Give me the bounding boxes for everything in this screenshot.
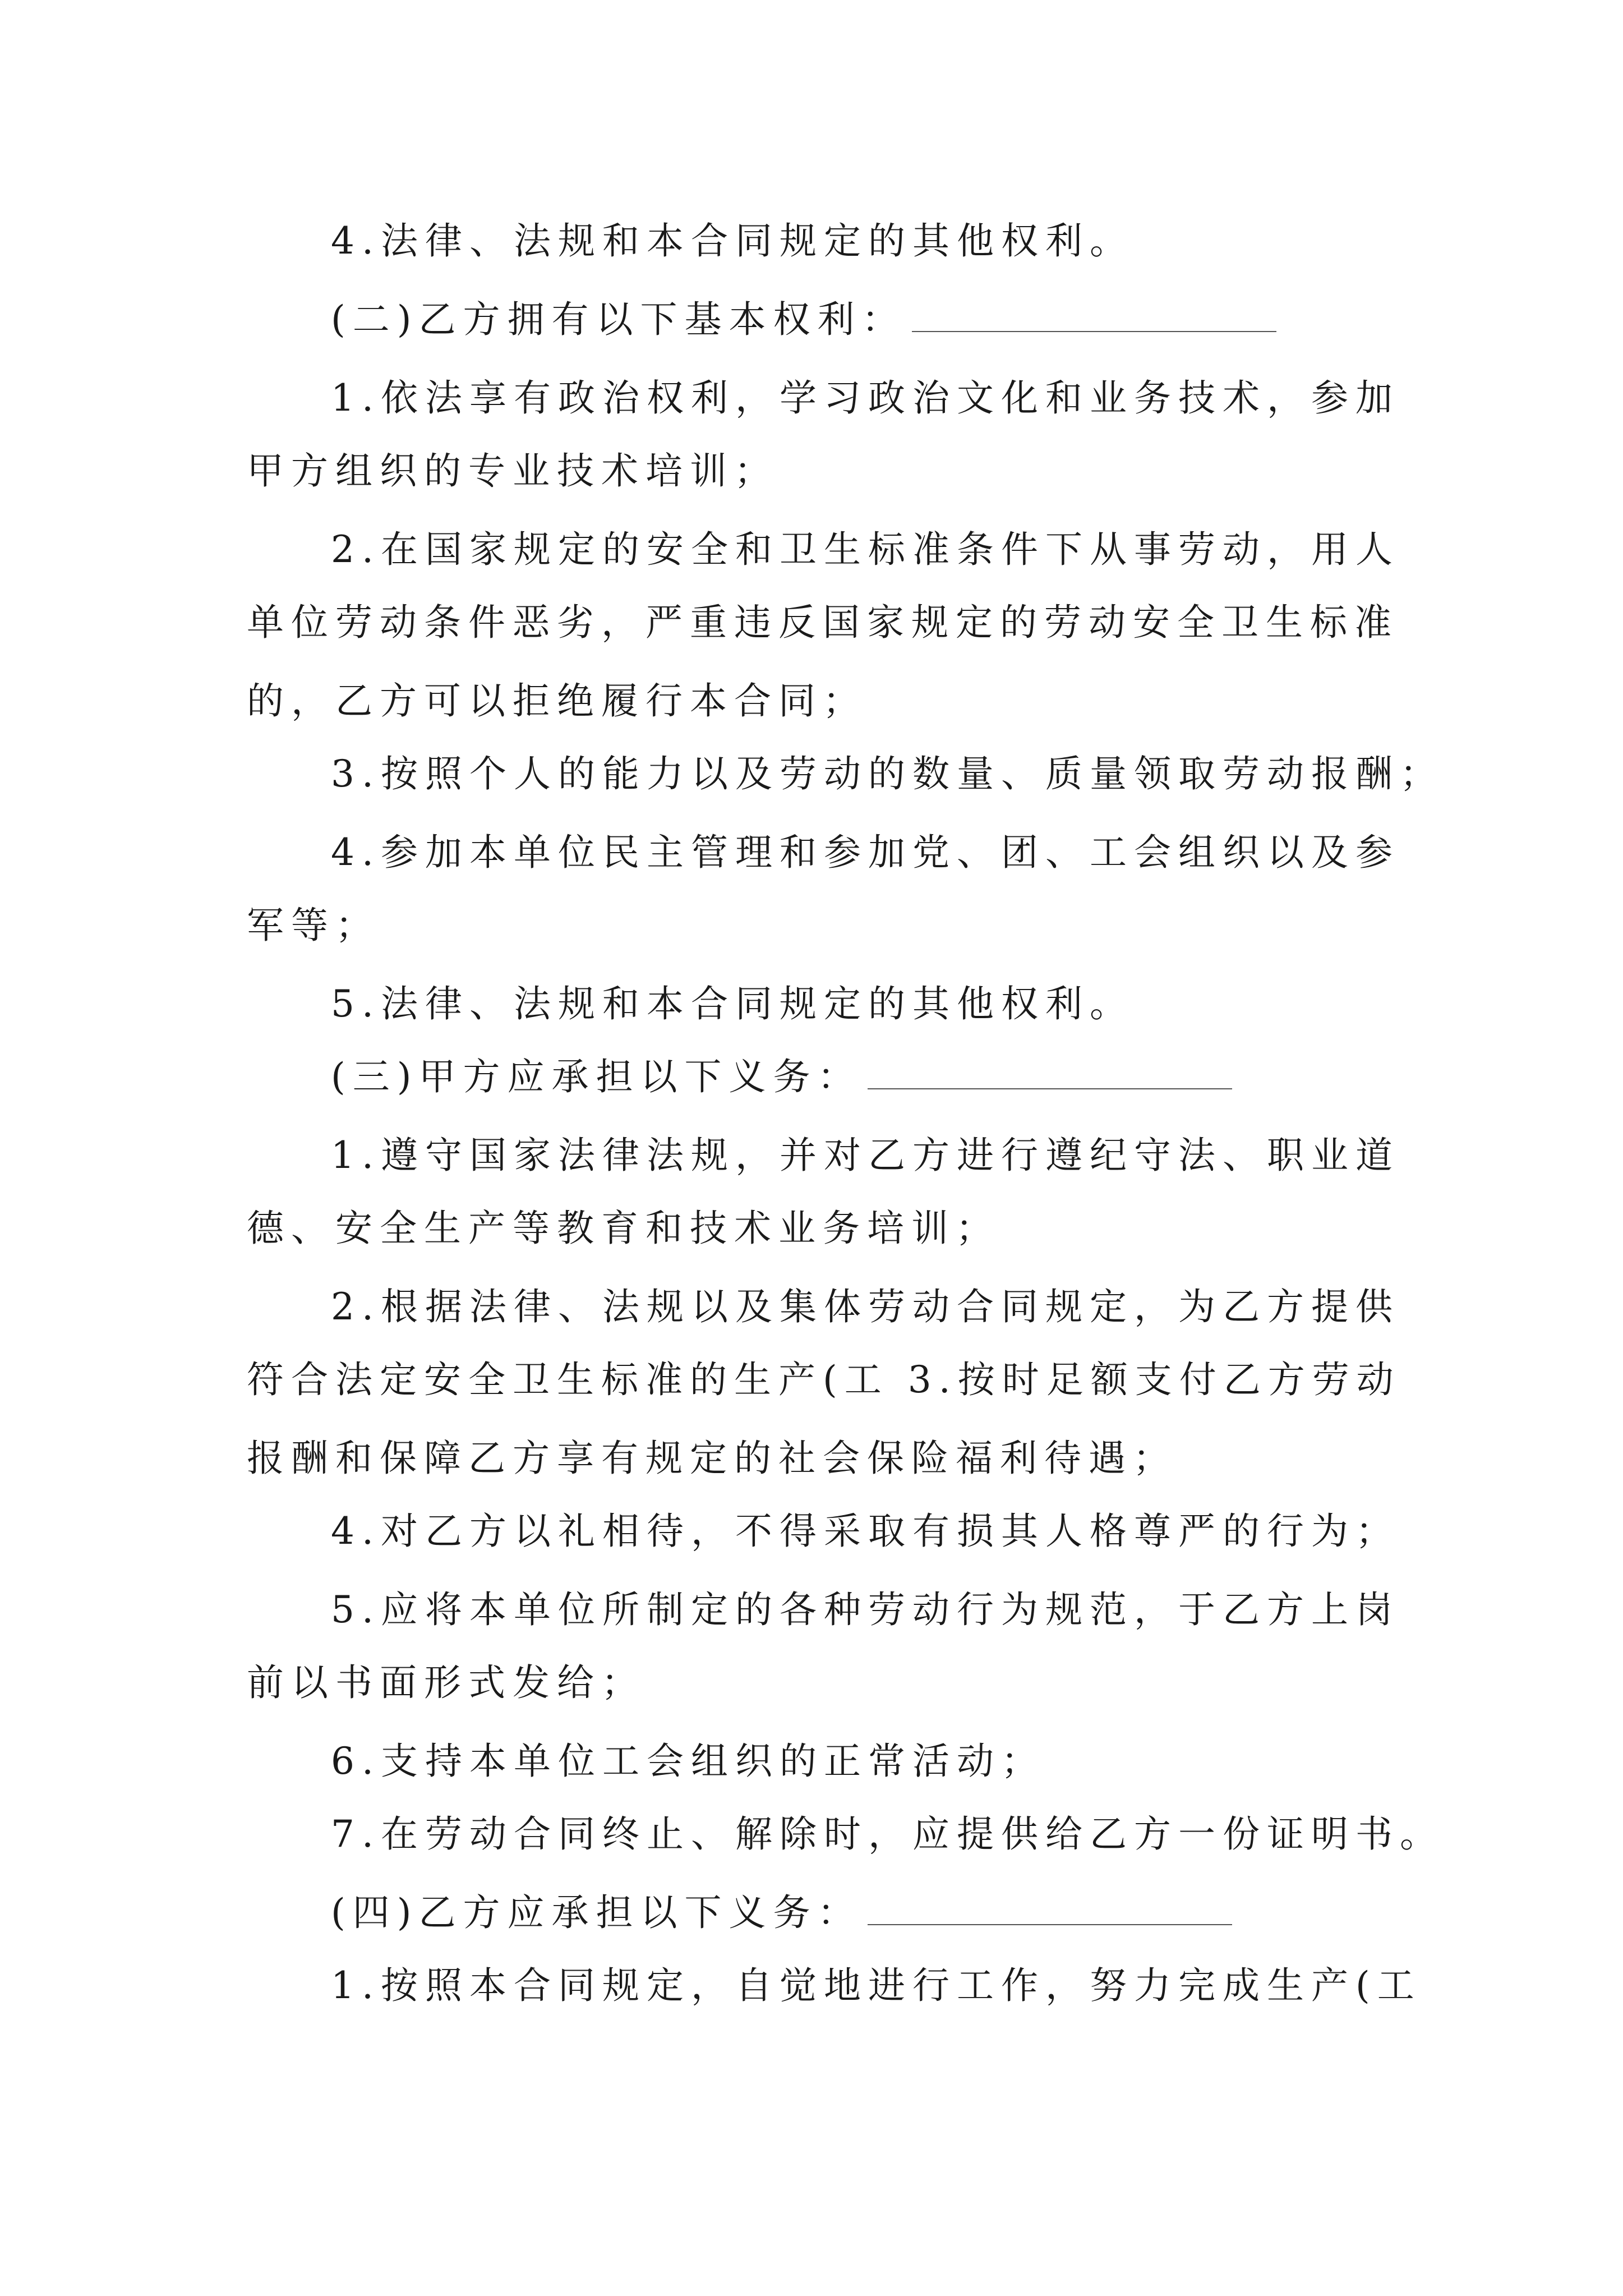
blank-underline (868, 1890, 1232, 1925)
paragraph-line: 2.在国家规定的安全和卫生标准条件下从事劳动，用人 (331, 528, 1400, 571)
paragraph-line: 4.对乙方以礼相待，不得采取有损其人格尊严的行为； (331, 1510, 1400, 1553)
paragraph-line: 3.按照个人的能力以及劳动的数量、质量领取劳动报酬； (331, 752, 1444, 795)
paragraph-line: 2.根据法律、法规以及集体劳动合同规定，为乙方提供 (331, 1285, 1400, 1328)
paragraph-line: 1.依法享有政治权利，学习政治文化和业务技术，参加 (331, 376, 1400, 420)
section-heading-text: (三)甲方应承担以下义务： (331, 1055, 862, 1098)
paragraph-line: 甲方组织的专业技术培训； (247, 449, 778, 493)
paragraph-line: 的，乙方可以拒绝履行本合同； (247, 679, 867, 723)
paragraph-line: 5.应将本单位所制定的各种劳动行为规范，于乙方上岗 (331, 1588, 1400, 1631)
blank-underline (868, 1055, 1232, 1089)
paragraph-line: 报酬和保障乙方享有规定的社会保险福利待遇； (247, 1437, 1177, 1480)
paragraph-line: 符合法定安全卫生标准的生产(工 3.按时足额支付乙方劳动 (247, 1358, 1401, 1401)
section-heading-text: (二)乙方拥有以下基本权利： (331, 298, 906, 341)
blank-underline (912, 297, 1276, 332)
section-heading (331, 1885, 1232, 1941)
paragraph-line: 4.法律、法规和本合同规定的其他权利。 (331, 219, 1134, 263)
paragraph-line: 5.法律、法规和本合同规定的其他权利。 (331, 982, 1134, 1025)
paragraph-line: 1.按照本合同规定，自觉地进行工作，努力完成生产(工 (331, 1964, 1422, 2007)
paragraph-line: 前以书面形式发给； (247, 1661, 645, 1704)
section-heading (331, 292, 1276, 348)
section-heading-text: (四)乙方应承担以下义务： (331, 1891, 862, 1934)
paragraph-line: 德、安全生产等教育和技术业务培训； (247, 1207, 1000, 1250)
section-heading (331, 1049, 1232, 1105)
paragraph-line: 军等； (247, 904, 380, 947)
paragraph-line: 单位劳动条件恶劣，严重违反国家规定的劳动安全卫生标准 (247, 601, 1399, 644)
paragraph-line: 6.支持本单位工会组织的正常活动； (331, 1740, 1045, 1783)
paragraph-line: 7.在劳动合同终止、解除时，应提供给乙方一份证明书。 (331, 1812, 1444, 1856)
paragraph-line: 4.参加本单位民主管理和参加党、团、工会组织以及参 (331, 831, 1400, 874)
paragraph-line: 1.遵守国家法律法规，并对乙方进行遵纪守法、职业道 (331, 1134, 1400, 1177)
